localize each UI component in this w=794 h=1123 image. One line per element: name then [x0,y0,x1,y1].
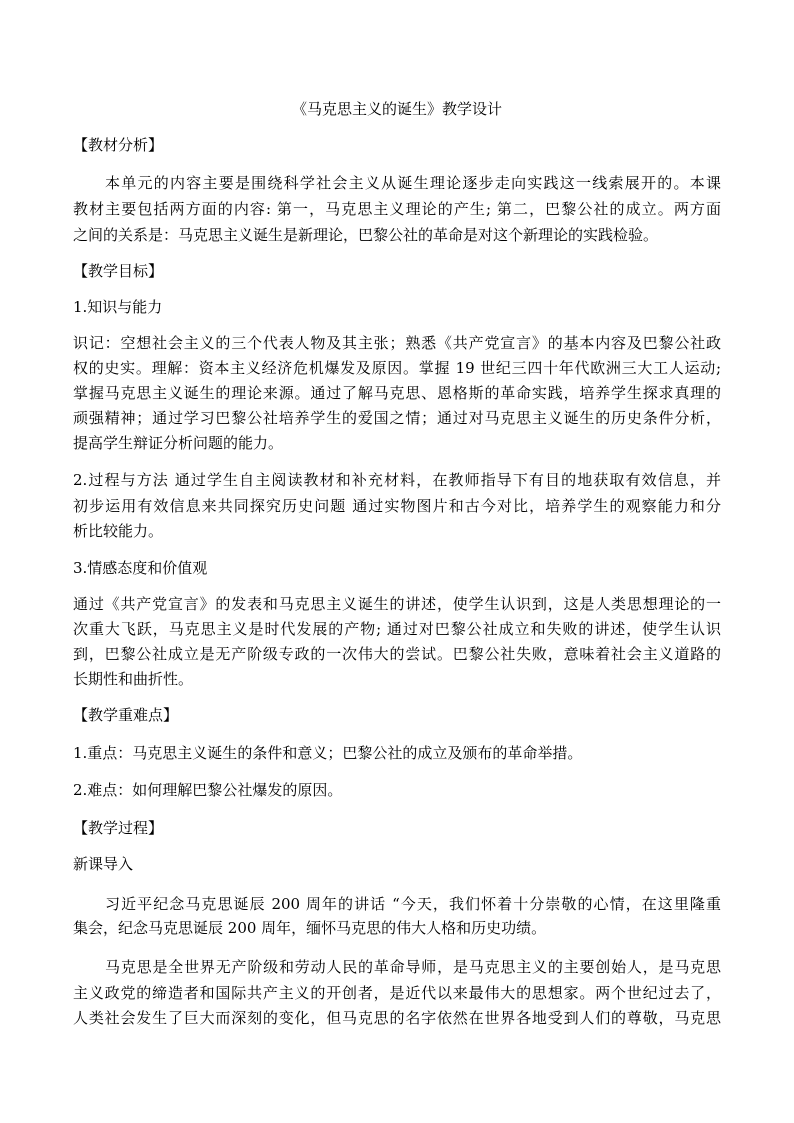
subheading-intro: 新课导入 [73,855,134,873]
paragraph-line: 识记：空想社会主义的三个代表人物及其主张；熟悉《共产党宣言》的基本内容及巴黎公社政 [73,334,721,352]
paragraph-line: 本单元的内容主要是围绕科学社会主义从诞生理论逐步走向实践这一线索展开的。本课 [105,174,721,192]
paragraph-line: 教材主要包括两方面的内容: 第一，马克思主义理论的产生; 第二，巴黎公社的成立。两方面 [73,200,721,218]
paragraph-line: 初步运用有效信息来共同探究历史问题 通过实物图片和古今对比，培养学生的观察能力和分 [73,497,721,515]
paragraph-line: 长期性和曲折性。 [73,670,194,688]
paragraph-line: 提高学生辩证分析问题的能力。 [73,434,284,452]
paragraph-line: 人类社会发生了巨大而深刻的变化，但马克思的名字依然在世界各地受到人们的尊敬，马克思 [73,1009,721,1027]
paragraph-line: 马克思是全世界无产阶级和劳动人民的革命导师，是马克思主义的主要创始人，是马克思 [105,958,721,976]
paragraph-line: 之间的关系是：马克思主义诞生是新理论，巴黎公社的革命是对这个新理论的实践检验。 [73,226,659,244]
keypoint-item: 2.难点：如何理解巴黎公社爆发的原因。 [73,781,343,799]
section-heading-goals: 【教学目标】 [73,262,164,280]
paragraph-line: 顽强精神；通过学习巴黎公社培养学生的爱国之情；通过对马克思主义诞生的历史条件分析， [73,409,721,427]
paragraph-line: 次重大飞跃，马克思主义是时代发展的产物; 通过对巴黎公社成立和失败的讲述，使学生认识 [73,620,721,638]
paragraph-line: 析比较能力。 [73,522,164,540]
keypoint-item: 1.重点：马克思主义诞生的条件和意义；巴黎公社的成立及颁布的革命举措。 [73,744,583,762]
paragraph-line: 通过《共产党宣言》的发表和马克思主义诞生的讲述，使学生认识到，这是人类思想理论的一 [73,595,721,613]
paragraph-line: 习近平纪念马克思诞辰 200 周年的讲话 “今天，我们怀着十分崇敬的心情，在这里隆重 [105,895,721,913]
paragraph-line: 主义政党的缔造者和国际共产主义的开创者，是近代以来最伟大的思想家。两个世纪过去了， [73,984,721,1002]
subheading-attitude: 3.情感态度和价值观 [73,559,208,577]
section-heading-process: 【教学过程】 [73,819,164,837]
paragraph-line: 权的史实。理解：资本主义经济危机爆发及原因。掌握 19 世纪三四十年代欧洲三大工人运动; [73,359,721,377]
paragraph-line: 集会，纪念马克思诞辰 200 周年，缅怀马克思的伟大人格和历史功绩。 [73,919,547,937]
section-heading-analysis: 【教材分析】 [73,136,164,154]
document-title: 《马克思主义的诞生》教学设计 [291,100,502,118]
paragraph-line: 掌握马克思主义诞生的理论来源。通过了解马克思、恩格斯的革命实践，培养学生探求真理的 [73,384,721,402]
paragraph-line: 2.过程与方法 通过学生自主阅读教材和补充材料，在教师指导下有目的地获取有效信息，并 [73,471,721,489]
section-heading-keypoints: 【教学重难点】 [73,706,179,724]
paragraph-line: 到，巴黎公社成立是无产阶级专政的一次伟大的尝试。巴黎公社失败，意味着社会主义道路的 [73,645,721,663]
subheading-knowledge: 1.知识与能力 [73,298,163,316]
